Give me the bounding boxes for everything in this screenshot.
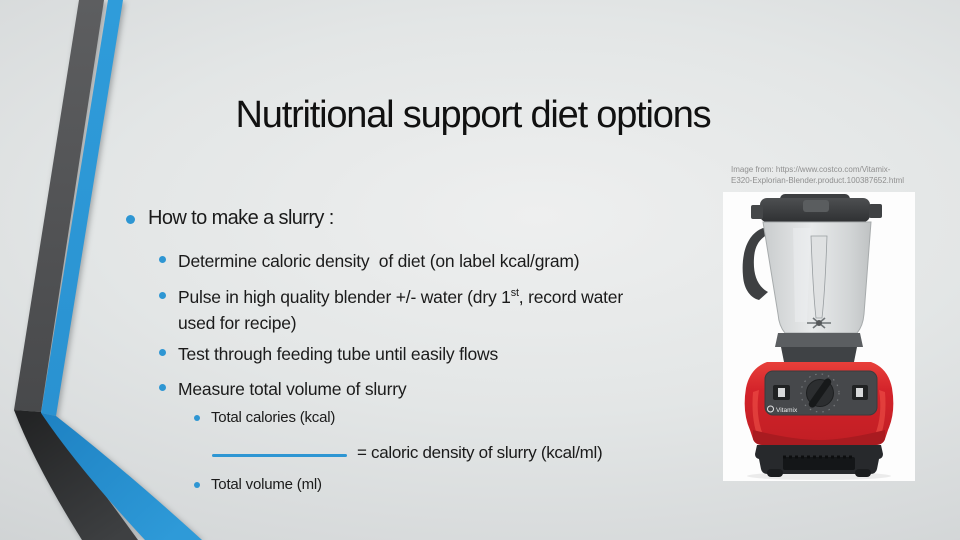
- blender-foot: [855, 469, 871, 477]
- list-item-text: Measure total volume of slurry: [178, 379, 407, 399]
- blender-foot: [767, 469, 783, 477]
- image-caption-line1: Image from: https://www.costco.com/Vitamix-: [731, 165, 891, 174]
- list-item-step: [120, 284, 660, 336]
- slide-title: Nutritional support diet options: [235, 94, 711, 136]
- fraction-denominator-label: Total volume (ml): [211, 476, 322, 493]
- fraction-numerator-label: Total calories (kcal): [211, 409, 336, 426]
- equation-result: = caloric density of slurry (kcal/ml): [357, 443, 603, 462]
- image-caption-line2: E320-Explorian-Blender.product.100387652.html: [731, 176, 905, 185]
- list-item-heading: [120, 207, 334, 230]
- list-item-step: [120, 341, 660, 367]
- image-caption: [731, 164, 911, 186]
- blender-image: [723, 192, 915, 481]
- bullet-icon: [159, 256, 166, 263]
- list-item-text: Test through feeding tube until easily flows: [178, 344, 499, 364]
- power-switch: [852, 385, 868, 400]
- fraction-bar: [212, 454, 347, 457]
- list-item-step: [120, 376, 660, 402]
- bullet-icon: [159, 292, 166, 299]
- blender-jar: [763, 222, 871, 333]
- step-text-post: , record water used for recipe): [178, 287, 628, 333]
- list-item-step: [120, 248, 660, 274]
- bullet-icon: [159, 384, 166, 391]
- bullet-icon: [126, 215, 135, 224]
- list-item-sub: [120, 409, 335, 426]
- bullet-icon: [194, 415, 200, 421]
- blender-control-panel: [765, 371, 877, 415]
- list-item-text: How to make a slurry :: [148, 207, 334, 229]
- step-text-pre: Pulse in high quality blender +/- water (dry 1: [178, 287, 511, 307]
- pulse-switch: [773, 385, 790, 400]
- blender-lid: [751, 194, 882, 222]
- brand-label: Vitamix: [776, 407, 798, 414]
- list-item-sub: [120, 476, 322, 493]
- blender-jar-collar: [775, 333, 863, 362]
- list-item-text: Determine caloric density of diet (on label kcal/gram): [178, 251, 580, 271]
- bullet-icon: [194, 482, 200, 488]
- blender-base-black: [755, 445, 883, 477]
- blender-illustration: [723, 192, 915, 481]
- bullet-icon: [159, 349, 166, 356]
- list-item-text: [178, 284, 660, 336]
- step-text-superscript: st: [510, 287, 519, 300]
